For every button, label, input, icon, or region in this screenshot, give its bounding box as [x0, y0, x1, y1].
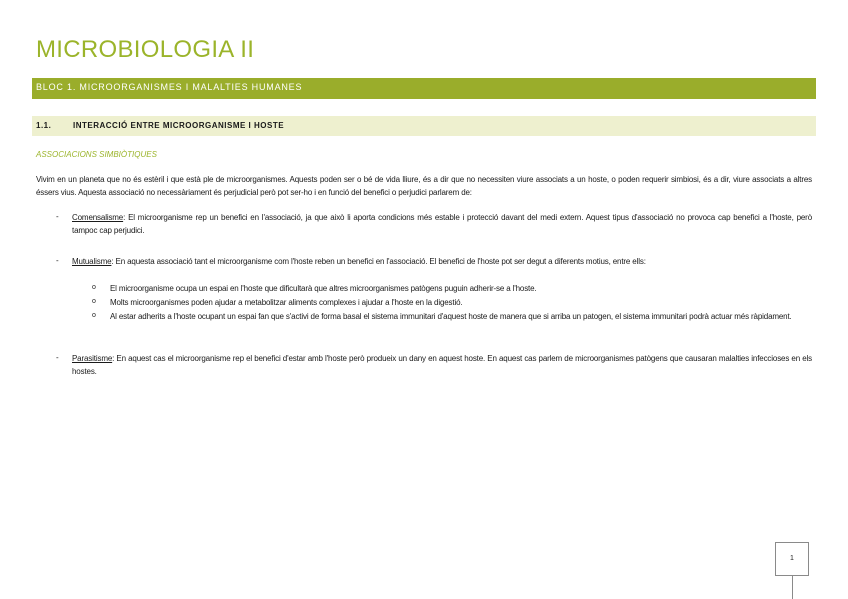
sub-bullet: o	[92, 312, 96, 319]
list-item-parasitisme	[72, 352, 812, 378]
list-item-comensalisme	[72, 211, 812, 237]
page-number-box	[775, 542, 809, 576]
section-heading: INTERACCIÓ ENTRE MICROORGANISME I HOSTE	[73, 121, 285, 130]
term-mutualisme: Mutualisme	[72, 257, 112, 266]
bloc-heading: BLOC 1. MICROORGANISMES I MALALTIES HUMANES	[36, 82, 303, 92]
sub-bullet: o	[92, 284, 96, 291]
parasitisme-text: : En aquest cas el microorganisme rep el benefici d'estar amb l'hoste però produeix un dany en aquest hoste. En aquest cas parlem de microorganismes patògens que causaran malalties infeccioses en els hostes.	[72, 354, 812, 376]
page-number: 1	[790, 555, 794, 562]
term-parasitisme: Parasitisme	[72, 354, 113, 363]
sub-bullet: o	[92, 298, 96, 305]
page-title: MICROBIOLOGIA II	[36, 36, 255, 63]
bloc-heading-bar	[32, 78, 816, 99]
list-item-mutualisme	[72, 255, 812, 268]
sub-list-item: Molts microorganismes poden ajudar a metabolitzar aliments complexes i ajudar a l'hoste en la digestió.	[110, 298, 463, 307]
section-number: 1.1.	[36, 121, 52, 130]
intro-paragraph: Vivim en un planeta que no és estèril i que està ple de microorganismes. Aquests poden ser o bé de vida lliure, és a dir que no necessiten viure associats a un hoste, o poden requerir simbiosi, és a dir, viure associats a altres éssers vius. Aquesta associació no necessàriament és perjudicial però pot ser-ho i en funció del benefici o perjudici parlarem de:	[36, 175, 812, 197]
list-dash: -	[56, 353, 59, 362]
term-comensalisme: Comensalisme	[72, 213, 124, 222]
mutualisme-text: : En aquesta associació tant el microorganisme com l'hoste reben un benefici en l'associació. El benefici de l'hoste pot ser degut a diferents motius, entre ells:	[111, 257, 646, 266]
comensalisme-text: : El microorganisme rep un benefici en l'associació, ja que això li aporta condicions més estable i protecció davant del medi extern. Aquest tipus d'associació no provoca cap benefici a l'hoste, però tampoc cap perjudici.	[72, 213, 812, 235]
sub-list-item: El microorganisme ocupa un espai en l'hoste que dificultarà que altres microorganismes patògens puguin adherir-se a l'hoste.	[110, 284, 537, 293]
sub-heading: ASSOCIACIONS SIMBIÒTIQUES	[36, 150, 157, 159]
list-dash: -	[56, 212, 59, 221]
list-dash: -	[56, 256, 59, 265]
section-heading-bar	[32, 116, 816, 136]
page-number-rule	[792, 576, 793, 599]
sub-list-item: Al estar adherits a l'hoste ocupant un espai fan que s'activi de forma basal el sistema immunitari d'aquest hoste de manera que si arriba un patogen, el sistema immunitari podrà actuar més ràpidament.	[110, 312, 792, 321]
